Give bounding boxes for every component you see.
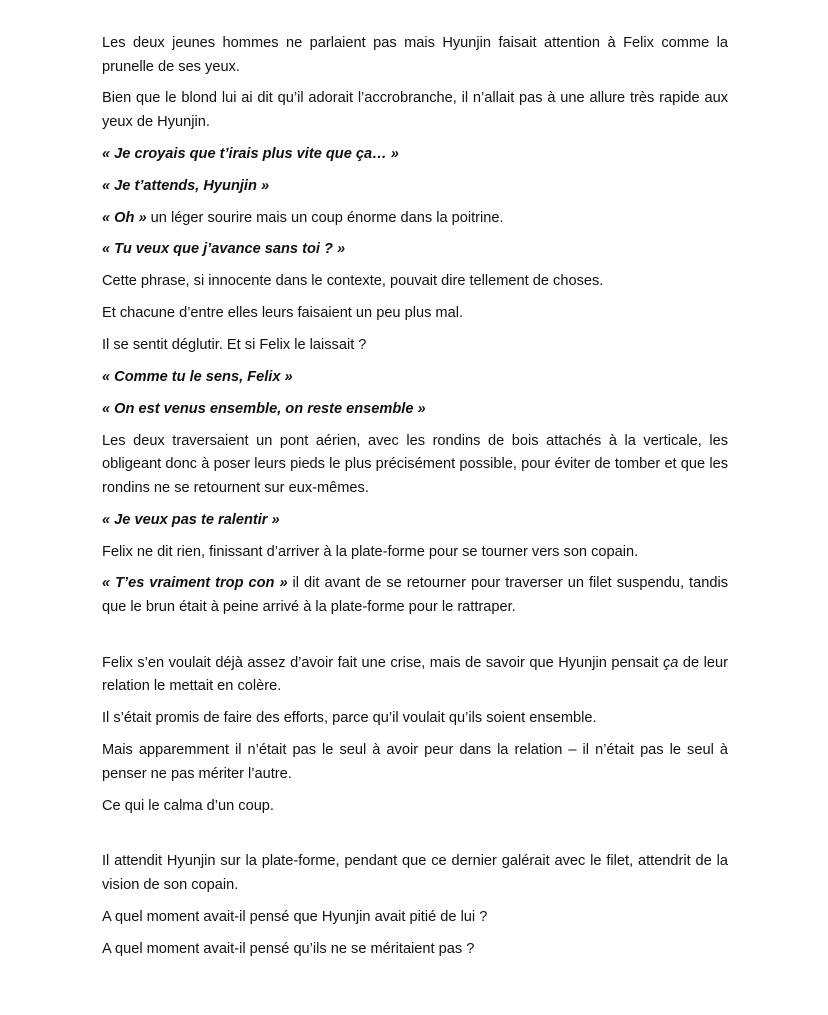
paragraph: [102, 207, 728, 231]
section-break: [102, 628, 728, 652]
dialogue-line: « Je veux pas te ralentir »: [102, 511, 280, 528]
narration-fragment: Felix s’en voulait déjà assez d’avoir fait une crise, mais de savoir que Hyunjin pensait: [102, 654, 663, 671]
paragraph: A quel moment avait-il pensé qu’ils ne se méritaient pas ?: [102, 940, 475, 957]
paragraph: Les deux traversaient un pont aérien, avec les rondins de bois attachés à la verticale, les obligeant donc à poser leurs pieds le plus précisément possible, pour éviter de tomber et que les rondins ne se retournent sur eux-mêmes.: [102, 432, 728, 496]
dialogue-fragment: « Oh »: [102, 209, 147, 226]
italic-emphasis: ça: [662, 654, 679, 671]
narration-fragment: un léger sourire mais un coup énorme dans la poitrine.: [146, 209, 504, 226]
dialogue-line: « Je t’attends, Hyunjin »: [102, 177, 270, 194]
paragraph: Les deux jeunes hommes ne parlaient pas mais Hyunjin faisait attention à Felix comme la prunelle de ses yeux.: [102, 35, 728, 75]
dialogue-line: « Je croyais que t’irais plus vite que ça… »: [102, 145, 399, 162]
narration-fragment: il dit avant de se retourner pour traverser un filet suspendu, tandis que le brun était à peine arrivé à la plate-forme pour le rattraper.: [102, 575, 728, 615]
paragraph: Il s’était promis de faire des efforts, parce qu’il voulait qu’ils soient ensemble.: [102, 710, 597, 727]
paragraph: Bien que le blond lui ai dit qu’il adorait l’accrobranche, il n’allait pas à une allure très rapide aux yeux de Hyunjin.: [102, 90, 728, 130]
paragraph: Ce qui le calma d’un coup.: [102, 797, 274, 814]
dialogue-line: « Comme tu le sens, Felix »: [102, 369, 293, 386]
paragraph: Il attendit Hyunjin sur la plate-forme, pendant que ce dernier galérait avec le filet, attendrit de la vision de son copain.: [102, 853, 728, 893]
dialogue-line: « On est venus ensemble, on reste ensemble »: [102, 400, 426, 417]
section-break: [102, 826, 728, 850]
paragraph: Cette phrase, si innocente dans le contexte, pouvait dire tellement de choses.: [102, 273, 604, 290]
dialogue-line: « Tu veux que j’avance sans toi ? »: [102, 241, 346, 258]
paragraph: Mais apparemment il n’était pas le seul à avoir peur dans la relation – il n’était pas le seul à penser ne pas mériter l’autre.: [102, 742, 728, 782]
paragraph: A quel moment avait-il pensé que Hyunjin avait pitié de lui ?: [102, 908, 488, 925]
paragraph: [102, 652, 728, 699]
paragraph: Felix ne dit rien, finissant d’arriver à la plate-forme pour se tourner vers son copain.: [102, 543, 639, 560]
document-body: [102, 32, 728, 970]
paragraph: [102, 572, 728, 619]
dialogue-fragment: « T’es vraiment trop con »: [102, 575, 288, 592]
paragraph: Et chacune d’entre elles leurs faisaient un peu plus mal.: [102, 305, 464, 322]
paragraph: Il se sentit déglutir. Et si Felix le laissait ?: [102, 337, 367, 354]
narration-fragment: de leur relation le mettait en colère.: [102, 654, 728, 695]
